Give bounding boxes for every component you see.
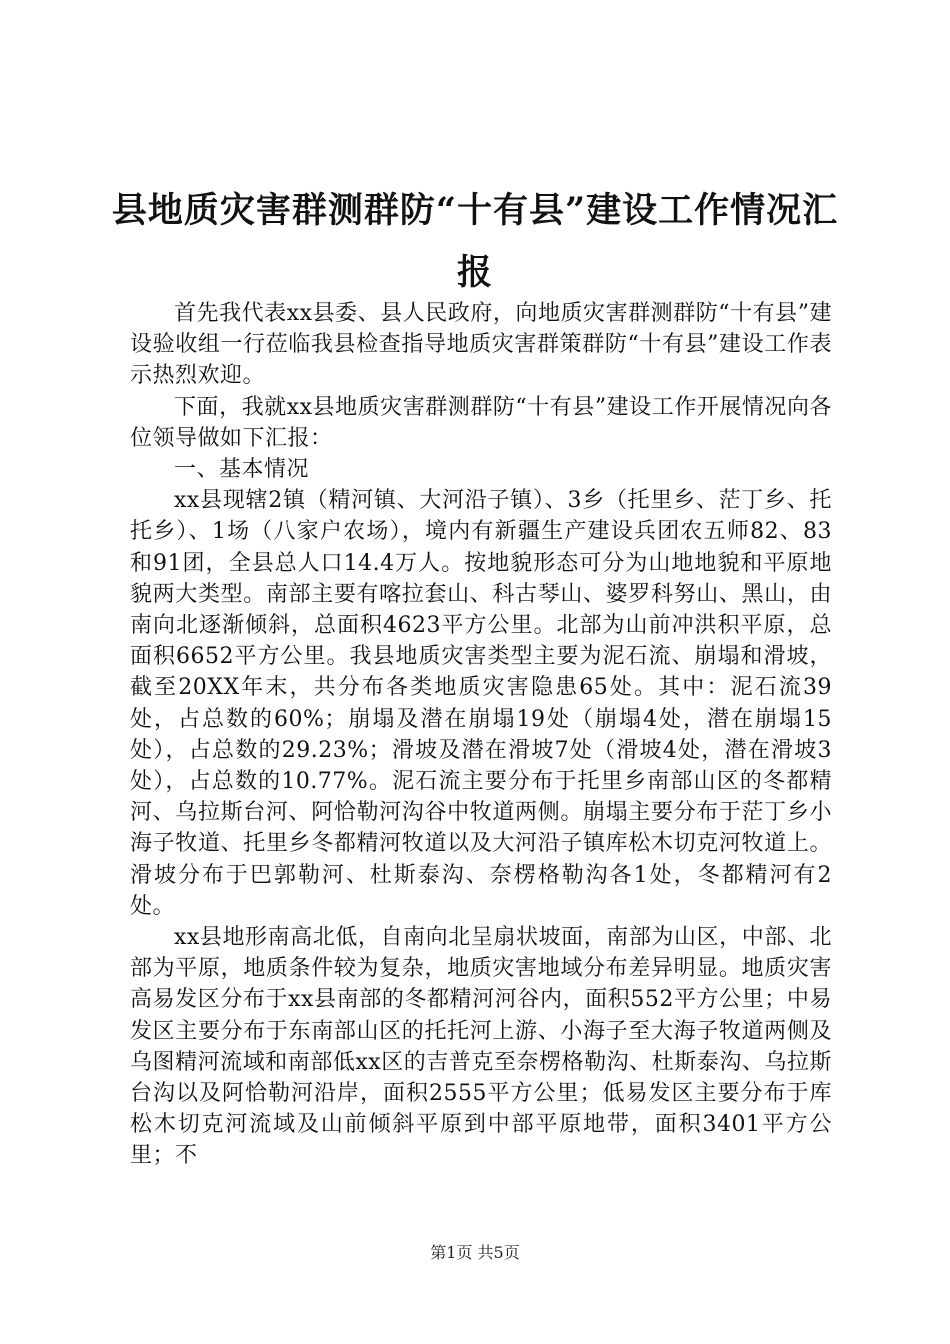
- document-title: 县地质灾害群测群防“十有县”建设工作情况汇报: [111, 190, 839, 293]
- paragraph-welcome: 首先我代表xx县委、县人民政府，向地质灾害群测群防“十有县”建设验收组一行莅临我县检查指导地质灾害群策群防“十有县”建设工作表示热烈欢迎。: [130, 301, 832, 389]
- paragraph-intro: 下面，我就xx县地质灾害群测群防“十有县”建设工作开展情况向各位领导做如下汇报：: [130, 394, 832, 451]
- page-footer: 第1页 共5页: [430, 1243, 520, 1262]
- paragraph-terrain: xx县地形南高北低，自南向北呈扇状坡面，南部为山区，中部、北部为平原，地质条件较为复杂，地质灾害地域分布差异明显。地质灾害高易发区分布于xx县南部的冬都精河河谷内，面积552平方公里；中易发区主要分布于东南部山区的托托河上游、小海子至大海子牧道两侧及乌图精河流域和南部低xx区的吉普克至奈楞格勒沟、杜斯泰沟、乌拉斯台沟以及阿恰勒河沿岸，面积2555平方公里；低易发区主要分布于库松木切克河流域及山前倾斜平原到中部平原地带，面积3401平方公里；不: [130, 925, 832, 1169]
- document-body: [130, 298, 832, 1172]
- section-heading-basic-info: 一、基本情况: [174, 457, 310, 483]
- paragraph-basic-info: xx县现辖2镇（精河镇、大河沿子镇）、3乡（托里乡、茫丁乡、托托乡）、1场（八家户农场），境内有新疆生产建设兵团农五师82、83和91团，全县总人口14.4万人。按地貌形态可分为山地地貌和平原地貌两大类型。南部主要有喀拉套山、科古琴山、婆罗科努山、黑山，由南向北逐渐倾斜，总面积4623平方公里。北部为山前冲洪积平原，总面积6652平方公里。我县地质灾害类型主要为泥石流、崩塌和滑坡，截至20XX年末，共分布各类地质灾害隐患65处。其中：泥石流39处，占总数的60%；崩塌及潜在崩塌19处（崩塌4处，潜在崩塌15处），占总数的29.23%；滑坡及潜在滑坡7处（滑坡4处，潜在滑坡3处），占总数的10.77%。泥石流主要分布于托里乡南部山区的冬都精河、乌拉斯台河、阿恰勒河沟谷中牧道两侧。崩塌主要分布于茫丁乡小海子牧道、托里乡冬都精河牧道以及大河沿子镇库松木切克河牧道上。滑坡分布于巴郭勒河、杜斯泰沟、奈楞格勒沟各1处，冬都精河有2处。: [130, 488, 832, 919]
